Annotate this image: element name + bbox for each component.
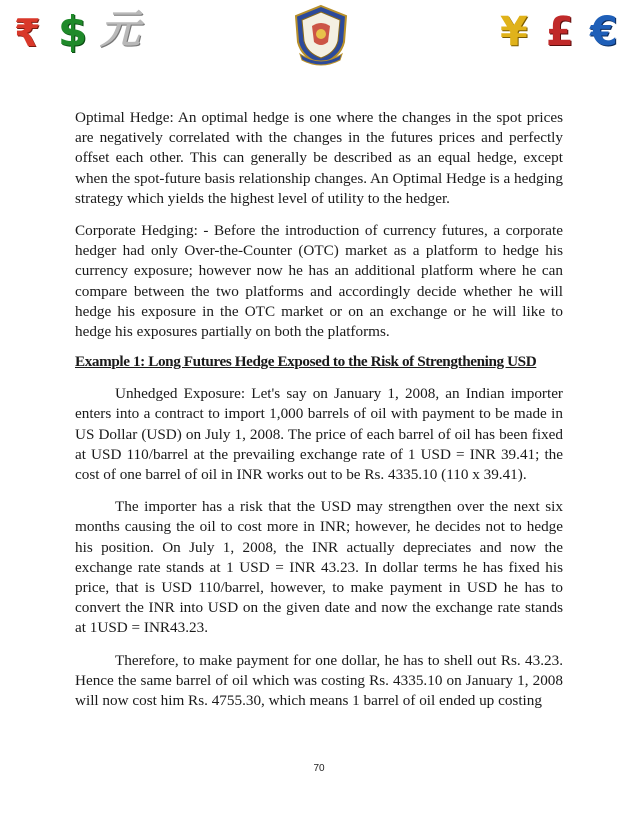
dollar-symbol-icon: $ — [58, 7, 88, 56]
paragraph-payment-cost: Therefore, to make payment for one dollar, he has to shell out Rs. 43.23. Hence the same barrel of oil which was costing Rs. 4335.10 on January 1, 2008 will now cost him Rs. 4755.30, which means 1 barrel of oil ended up costing — [75, 651, 563, 710]
euro-symbol-icon: € — [590, 9, 618, 55]
section-heading: Example 1: Long Futures Hedge Exposed to the Risk of Strengthening USD — [75, 353, 537, 371]
pound-symbol-icon: £ — [546, 9, 574, 55]
rupee-symbol-icon: ₹ — [14, 11, 41, 55]
yen-symbol-icon: ¥ — [500, 9, 528, 55]
institution-crest-icon — [290, 2, 352, 68]
page-header — [0, 0, 638, 70]
page-number: 70 — [313, 763, 325, 774]
paragraph-unhedged-exposure: Unhedged Exposure: Let's say on January 1, 2008, an Indian importer enters into a contract to import 1,000 barrels of oil with payment to be made in US Dollar (USD) on July 1, 2008. The price of each barrel of oil has been fixed at USD 110/barrel at the prevailing exchange rate of 1 USD = INR 39.41; the cost of one barrel of oil in INR works out to be Rs. 4335.10 (110 x 39.41). — [75, 385, 563, 484]
yuan-symbol-icon: 元 — [100, 7, 140, 53]
paragraph-optimal-hedge: Optimal Hedge: An optimal hedge is one where the changes in the spot prices are negatively correlated with the changes in the futures prices and perfectly offset each other. This can generally be described as an equal hedge, except when the spot-future basis relationship changes. An Optimal Hedge is a hedging strategy which yields the highest level of utility to the hedger. — [75, 109, 563, 207]
page-body — [75, 108, 563, 711]
paragraph-corporate-hedging: Corporate Hedging: - Before the introduction of currency futures, a corporate hedger had only Over-the-Counter (OTC) market as a platform to hedge his currency exposure; however now he has an additional platform where he can compare between the two platforms and accordingly decide whether he will hedge his exposure in the OTC market or on an exchange or he will like to hedge his exposures partially on both the platforms. — [75, 222, 563, 341]
paragraph-importer-risk: The importer has a risk that the USD may strengthen over the next six months causing the oil to cost more in INR; however, he decides not to hedge his position. On July 1, 2008, the INR actually depreciates and now the exchange rate stands at 1 USD = INR 43.23. In dollar terms he has fixed his price, that is USD 110/barrel, however, to make payment in USD he has to convert the INR into USD on the given date and now the exchange rate stands at 1USD = INR43.23. — [75, 498, 563, 637]
